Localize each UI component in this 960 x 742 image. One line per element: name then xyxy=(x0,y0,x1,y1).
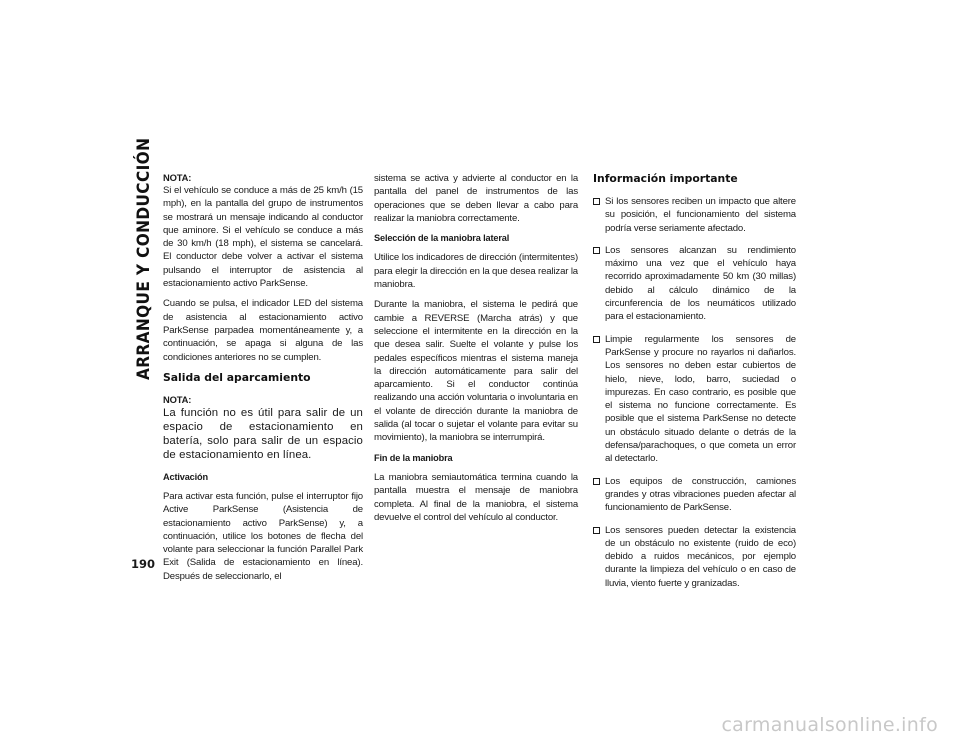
square-bullet-icon xyxy=(593,527,600,534)
watermark-footer: carmanualsonline.info xyxy=(721,714,938,736)
column-1 xyxy=(163,172,363,590)
subheading-activacion: Activación xyxy=(163,471,208,482)
section-heading-salida: Salida del aparcamiento xyxy=(163,370,311,384)
page-number: 190 xyxy=(131,557,156,571)
paragraph: sistema se activa y advierte al conductor en la pantalla del panel de instrumentos de las operaciones que se deben llevar a cabo para realizar la maniobra correctamente. xyxy=(374,173,578,224)
subheading-seleccion: Selección de la maniobra lateral xyxy=(374,233,510,244)
list-item xyxy=(593,333,796,466)
paragraph: Para activar esta función, pulse el interruptor fijo Active ParkSense (Asistencia de estacionamiento activo ParkSense) y, a continuación, utilice los botones de flecha del volante para seleccionar la función Parallel Park Exit (Salida de estacionamiento en línea). Después de seleccionarlo, el xyxy=(163,490,363,582)
subheading-fin: Fin de la maniobra xyxy=(374,452,453,463)
note-label: NOTA: xyxy=(163,172,192,183)
list-item-text: Si los sensores reciben un impacto que altere su posición, el funcionamiento del sistema podría verse seriamente afectado. xyxy=(605,196,796,234)
paragraph: Utilice los indicadores de dirección (intermitentes) para elegir la dirección en la que desea realizar la maniobra. xyxy=(374,252,578,291)
list-item-text: Limpie regularmente los sensores de ParkSense y procure no rayarlos ni dañarlos. Los sensores no deben estar cubiertos de hielo, nieve, lodo, barro, suciedad o impurezas. En caso contrario, es posible que el sistema no funcione correctamente. Es posible que el sistema ParkSense no detecte un obstáculo situado delante o detrás de la defensa/parachoques, o que cometa un error al detectarlo. xyxy=(605,333,796,465)
square-bullet-icon xyxy=(593,478,600,485)
paragraph: La maniobra semiautomática termina cuando la pantalla muestra el mensaje de maniobra completa. Al final de la maniobra, el sistema devuelve el control del vehículo al conductor. xyxy=(374,471,578,523)
section-side-title: ARRANQUE Y CONDUCCIÓN xyxy=(134,137,153,380)
square-bullet-icon xyxy=(593,336,600,343)
list-item xyxy=(593,524,796,590)
square-bullet-icon xyxy=(593,198,600,205)
column-2 xyxy=(374,172,578,531)
section-heading-info: Información importante xyxy=(593,172,738,185)
list-item-text: Los equipos de construcción, camiones grandes y otras vibraciones pueden afectar al funcionamiento de ParkSense. xyxy=(605,475,796,514)
bullet-list xyxy=(593,195,796,590)
note-text: La función no es útil para salir de un espacio de estacionamiento en batería, solo para salir de un espacio de estacionamiento en línea. xyxy=(163,406,363,462)
list-item xyxy=(593,244,796,324)
list-item xyxy=(593,475,796,515)
paragraph: Durante la maniobra, el sistema le pedirá que cambie a REVERSE (Marcha atrás) y que seleccione el intermitente en la dirección en la que desea salir. Suelte el volante y pulse los pedales específicos mientras el sistema maneja la dirección automáticamente para salir del aparcamiento. Si el conductor continúa realizando una acción voluntaria o involuntaria en el volante de dirección durante la maniobra de salida (al tocar o sujetar el volante para evitar su movimiento), la maniobra se interrumpirá. xyxy=(374,299,578,444)
note-label: NOTA: xyxy=(163,393,192,405)
note-text: Si el vehículo se conduce a más de 25 km/h (15 mph), en la pantalla del grupo de instrumentos se mostrará un mensaje indicando al conductor que aminore. Si el vehículo se conduce a más de 30 km/h (18 mph), el sistema se cancelará. El conductor debe volver a activar el sistema pulsando el interruptor de asistencia al estacionamiento activo ParkSense. xyxy=(163,185,363,290)
column-3 xyxy=(593,172,796,599)
paragraph: Cuando se pulsa, el indicador LED del sistema de asistencia al estacionamiento activo ParkSense parpadea momentáneamente y, a continuación, se apaga si alguna de las condiciones anteriores no se cumplen. xyxy=(163,298,363,363)
list-item-text: Los sensores pueden detectar la existencia de un obstáculo no existente (ruido de eco) debido a ruidos mecánicos, por ejemplo durante la limpieza del vehículo o en caso de lluvia, viento fuerte y granizadas. xyxy=(605,524,796,589)
list-item-text: Los sensores alcanzan su rendimiento máximo una vez que el vehículo haya recorrido aproximadamente 50 km (30 millas) debido al cálculo dinámico de la circunferencia de los neumáticos utilizado para el estacionamiento. xyxy=(605,244,796,323)
square-bullet-icon xyxy=(593,247,600,254)
list-item xyxy=(593,195,796,235)
